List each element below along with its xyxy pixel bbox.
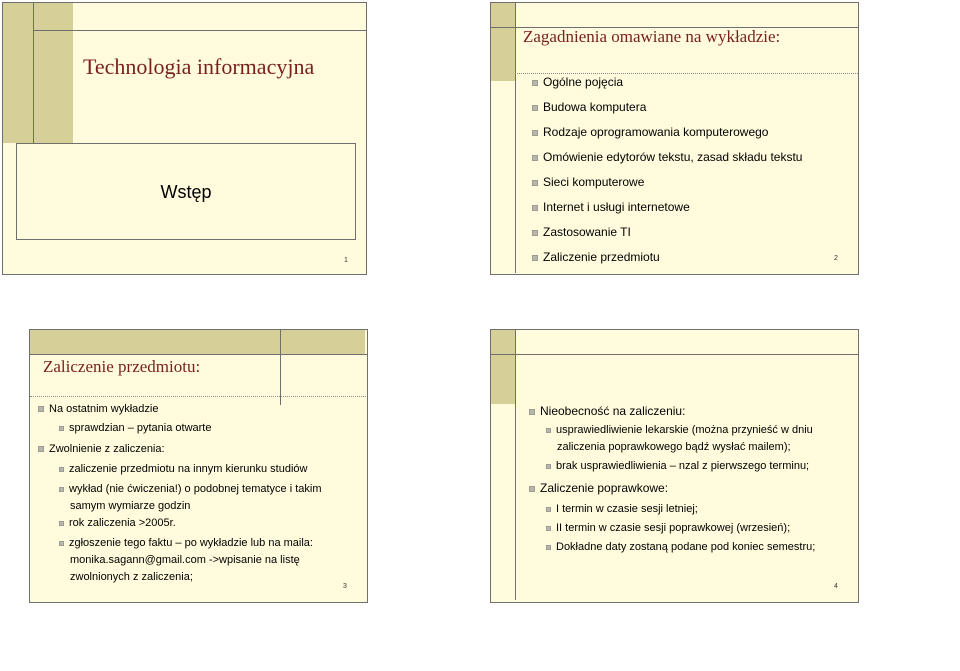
- slide-3-accent-band: [30, 330, 365, 354]
- list-item: Zastosowanie TI: [532, 225, 631, 239]
- square-bullet-icon: [546, 464, 551, 469]
- list-item: Na ostatnim wykładzie: [38, 401, 158, 418]
- list-item: rok zaliczenia >2005r.: [59, 515, 176, 532]
- list-item: II termin w czasie sesji poprawkowej (wrzesień);: [546, 520, 790, 537]
- slide-3-title-divider: [30, 396, 368, 397]
- list-item: brak usprawiedliwienia – nzal z pierwszego terminu;: [546, 458, 809, 475]
- slide-1-top-rule: [33, 30, 366, 31]
- slide-4-accent-block: [491, 330, 515, 404]
- list-item: Zwolnienie z zaliczenia:: [38, 441, 165, 458]
- list-item: wykład (nie ćwiczenia!) o podobnej tematyce i takim: [59, 481, 322, 498]
- square-bullet-icon: [546, 428, 551, 433]
- list-item: Budowa komputera: [532, 100, 646, 114]
- square-bullet-icon: [532, 130, 538, 136]
- square-bullet-icon: [532, 205, 538, 211]
- square-bullet-icon: [546, 507, 551, 512]
- slide-4-page-number: 4: [834, 583, 838, 590]
- slide-2-title-divider: [515, 73, 858, 74]
- slide-1-subtitle: Wstęp: [160, 182, 212, 202]
- slide-1-accent-block: [3, 3, 73, 143]
- square-bullet-icon: [59, 467, 64, 472]
- slide-1-vertical-rule: [33, 3, 34, 143]
- list-item: zgłoszenie tego faktu – po wykładzie lub na maila:: [59, 535, 313, 552]
- slide-2-title: Zagadnienia omawiane na wykładzie:: [523, 27, 781, 46]
- list-item: sprawdzian – pytania otwarte: [59, 420, 211, 437]
- list-item: Internet i usługi internetowe: [532, 200, 690, 214]
- list-item: Zaliczenie poprawkowe:: [529, 480, 668, 497]
- list-item: usprawiedliwienie lekarskie (można przynieść w dniu: [546, 422, 813, 439]
- slide-2: [490, 2, 859, 275]
- square-bullet-icon: [529, 409, 535, 415]
- square-bullet-icon: [532, 155, 538, 161]
- list-item: zaliczenie przedmiotu na innym kierunku studiów: [59, 461, 307, 478]
- slide-3-title: Zaliczenie przedmiotu:: [43, 357, 201, 376]
- square-bullet-icon: [38, 446, 44, 452]
- square-bullet-icon: [532, 180, 538, 186]
- list-item: Dokładne daty zostaną podane pod koniec semestru;: [546, 539, 815, 556]
- slide-3-vertical-rule: [280, 330, 281, 405]
- slide-3: [29, 329, 368, 603]
- square-bullet-icon: [59, 426, 64, 431]
- list-item: Rodzaje oprogramowania komputerowego: [532, 125, 768, 139]
- slide-2-page-number: 2: [834, 255, 838, 262]
- slide-1: [2, 2, 367, 275]
- slide-2-accent-block: [491, 3, 515, 81]
- square-bullet-icon: [59, 521, 64, 526]
- slide-4-vertical-rule: [515, 330, 516, 600]
- square-bullet-icon: [532, 255, 538, 261]
- square-bullet-icon: [532, 230, 538, 236]
- list-item: Sieci komputerowe: [532, 175, 644, 189]
- square-bullet-icon: [59, 487, 64, 492]
- slide-4-top-rule: [491, 354, 859, 355]
- square-bullet-icon: [546, 526, 551, 531]
- list-item: Ogólne pojęcia: [532, 75, 623, 89]
- list-item: Nieobecność na zaliczeniu:: [529, 403, 685, 420]
- list-item-continuation: monika.sagann@gmail.com ->wpisanie na listę: [70, 554, 300, 566]
- slide-1-page-number: 1: [344, 257, 348, 264]
- slide-2-vertical-rule: [515, 3, 516, 273]
- list-item: Zaliczenie przedmiotu: [532, 250, 660, 264]
- square-bullet-icon: [529, 486, 535, 492]
- list-item-continuation: samym wymiarze godzin: [70, 500, 191, 512]
- slide-1-subtitle-box: [16, 143, 356, 240]
- slide-4: [490, 329, 859, 603]
- square-bullet-icon: [532, 105, 538, 111]
- slide-1-title: Technologia informacyjna: [83, 54, 315, 79]
- slide-3-top-rule: [30, 354, 368, 355]
- slide-3-page-number: 3: [343, 583, 347, 590]
- list-item-continuation: zwolnionych z zaliczenia;: [70, 571, 193, 583]
- list-item: Omówienie edytorów tekstu, zasad składu tekstu: [532, 150, 802, 164]
- square-bullet-icon: [532, 80, 538, 86]
- list-item: I termin w czasie sesji letniej;: [546, 501, 698, 518]
- square-bullet-icon: [59, 541, 64, 546]
- square-bullet-icon: [38, 406, 44, 412]
- square-bullet-icon: [546, 545, 551, 550]
- list-item-continuation: zaliczenia poprawkowego bądź wysłać mailem);: [557, 441, 791, 453]
